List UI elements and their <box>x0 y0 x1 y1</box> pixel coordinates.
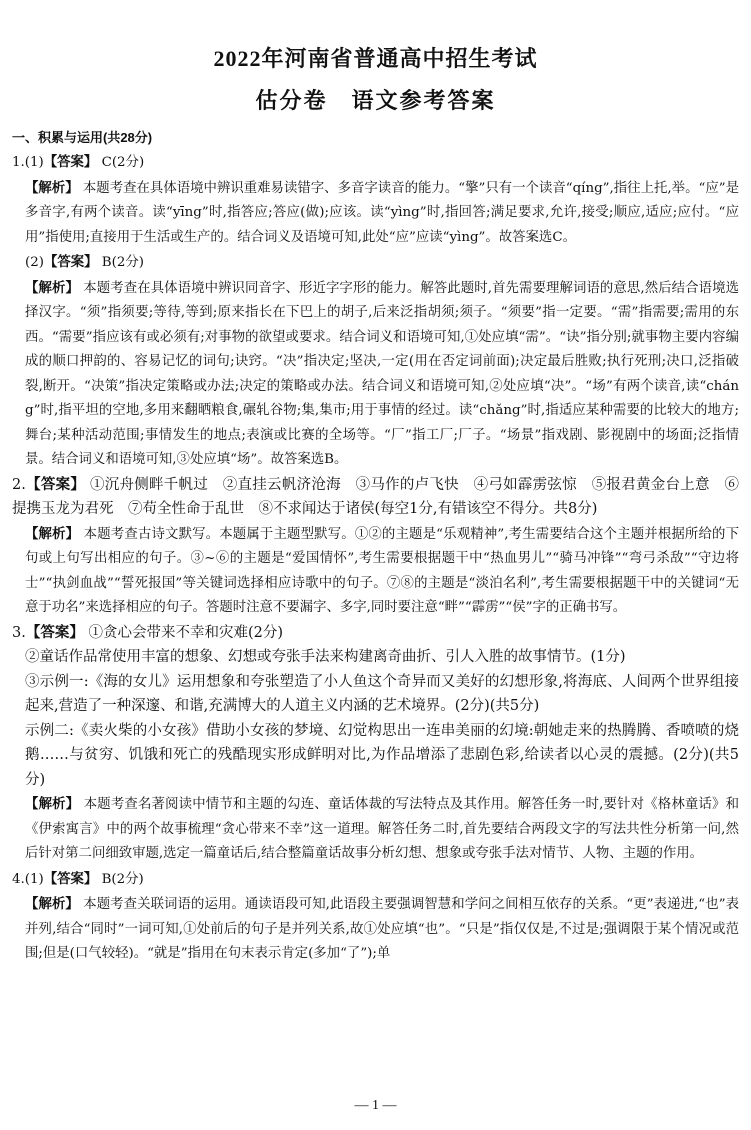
q1-part1-explanation <box>12 176 739 251</box>
q2-answer-text: ①沉舟侧畔千帆过 ②直挂云帆济沧海 ③马作的卢飞快 ④弓如霹雳弦惊 ⑤报君黄金台上意 ⑥提携玉龙为君死 ⑦苟全性命于乱世 ⑧不求闻达于诸侯(每空1分,有错该空不得分。共8分) <box>12 476 739 517</box>
answer-tag: 【答案】 <box>43 154 98 169</box>
q3-explanation-text: 本题考查名著阅读中情节和主题的勾连、童话体裁的写法特点及其作用。解答任务一时,要针对《格林童话》和《伊索寓言》中的两个故事梳理“贪心带来不幸”这一道理。解答任务二时,首先要结合两段文字的写法共性分析第一问,然后针对第二问细致审题,选定一篇童话后,结合整篇童话故事分析幻想、想象或夸张手法对情节、人物、主题的作用。 <box>25 797 740 861</box>
q4-part1-explanation-text: 本题考查关联词语的运用。通读语段可知,此语段主要强调智慧和学问之间相互依存的关系。“更”表递进,“也”表并列,结合“同时”一词可知,①处前后的句子是并列关系,故①处应填“也”。“只是”指仅仅是,不过是;强调限于某个情况或范围;但是(口气较轻)。“就是”指用在句末表示肯定(多加“了”);单 <box>25 897 740 961</box>
q4-part1-number: 4.(1) <box>12 871 44 887</box>
q1-part1-answer <box>12 150 739 176</box>
answer-tag: 【答案】 <box>25 624 84 641</box>
q1-part1-answer-text: C(2分) <box>97 155 145 170</box>
page-number: — 1 — <box>354 1098 397 1113</box>
section-heading: 一、积累与运用(共28分) <box>12 130 153 145</box>
q1-part1-number: 1.(1) <box>12 155 44 170</box>
answer-tag: 【答案】 <box>43 870 98 886</box>
q4-part1-explanation <box>12 892 739 967</box>
q3-explanation <box>12 792 739 867</box>
explanation-tag: 【解析】 <box>25 896 79 911</box>
q1-part2-answer-text: B(2分) <box>97 255 144 270</box>
q1-part2-explanation <box>12 276 739 473</box>
explanation-tag: 【解析】 <box>25 796 80 811</box>
q2-number: 2. <box>12 476 26 493</box>
q3-number: 3. <box>12 624 26 641</box>
q2-explanation-text: 本题考查古诗文默写。本题属于主题型默写。①②的主题是“乐观精神”,考生需要结合这个主题并根据所给的下句或上句写出相应的句子。③~⑥的主题是“爱国情怀”,考生需要根据题干中“热血男儿”“骑马冲锋”“弯弓杀敌”“守边将士”“执剑血战”“誓死报国”等关键词选择相应诗歌中的句子。⑦⑧的主题是“淡泊名利”,考生需要根据题干中的关键词“无意于功名”来选择相应的句子。答题时注意不要漏字、多字,同时要注意“畔”“霹雳”“侯”字的正确书写。 <box>25 526 739 615</box>
q2-explanation <box>12 522 739 621</box>
q3-answer-3: ③示例一:《海的女儿》运用想象和夸张塑造了小人鱼这个奇异而又美好的幻想形象,将海底、人间两个世界组接起来,营造了一种深邃、和谐,充满博大的人道主义内涵的艺术境界。(2分)(共5分) <box>25 673 739 714</box>
q3-answer-2: ②童话作品常使用丰富的想象、幻想或夸张手法来构建离奇曲折、引人入胜的故事情节。(1分) <box>25 649 626 665</box>
q1-part2-explanation-text: 本题考查在具体语境中辨识同音字、形近字字形的能力。解答此题时,首先需要理解词语的意思,然后结合语境选择汉字。“须”指须要;等待,等到;原来指长在下巴上的胡子,后来泛指胡须;须子。“须要”指一定要。“需”指需要;需用的东西。“需要”指应该有或必须有;对事物的欲望或要求。结合词义和语境可知,①处应填“需”。“诀”指分别;就事物主要内容编成的顺口押韵的、容易记忆的词句;诀窍。“决”指决定;坚决,一定(用在否定词前面);决定最后胜败;执行死刑;决口,泛指破裂,断开。“决策”指决定策略或办法;决定的策略或办法。结合词义和语境可知,②处应填“决”。“场”有两个读音,读“cháng”时,指平坦的空地,多用来翻晒粮食,碾轧谷物;集,集市;用于事情的经过。读“chǎng”时,指适应某种需要的比较大的地方;舞台;某种活动范围;事情发生的地点;表演或比赛的全场等。“厂”指工厂;厂子。“场景”指戏剧、影视剧中的场面;泛指情景。结合词义和语境可知,③处应填“场”。故答案选B。 <box>25 280 739 467</box>
explanation-tag: 【解析】 <box>25 279 79 295</box>
explanation-tag: 【解析】 <box>25 525 80 541</box>
q1-part2-answer <box>12 250 739 276</box>
q2-answer <box>12 473 739 522</box>
page-title: 2022年河南省普通高中招生考试 <box>213 46 538 71</box>
q4-part1-answer <box>12 867 739 893</box>
answer-tag: 【答案】 <box>25 476 86 493</box>
answer-tag: 【答案】 <box>43 254 98 269</box>
q3-answer <box>12 621 739 646</box>
explanation-tag: 【解析】 <box>25 179 79 195</box>
q3-answer-4: 示例二:《卖火柴的小女孩》借助小女孩的梦境、幻觉构思出一连串美丽的幻境:朝她走来的热腾腾、香喷喷的烧鹅……与贫穷、饥饿和死亡的残酷现实形成鲜明对比,为作品增添了悲剧色彩,给读者以心灵的震撼。(2分)(共5分) <box>25 722 739 788</box>
q4-part1-answer-text: B(2分) <box>97 871 144 887</box>
q1-part1-explanation-text: 本题考查在具体语境中辨识重难易读错字、多音字读音的能力。“擎”只有一个读音“qíng”,指往上托,举。“应”是多音字,有两个读音。读“yīng”时,指答应;答应(做);应该。读“yìng”时,指回答;满足要求,允许,接受;顺应,适应;应付。“应用”指使用;直接用于生活或生产的。结合词义及语境可知,此处“应”应读“yìng”。故答案选C。 <box>25 180 739 245</box>
page-subtitle: 估分卷 语文参考答案 <box>255 88 496 113</box>
q3-answer-1: ①贪心会带来不幸和灾难(2分) <box>83 624 283 641</box>
q1-part2-number: (2) <box>25 255 44 270</box>
